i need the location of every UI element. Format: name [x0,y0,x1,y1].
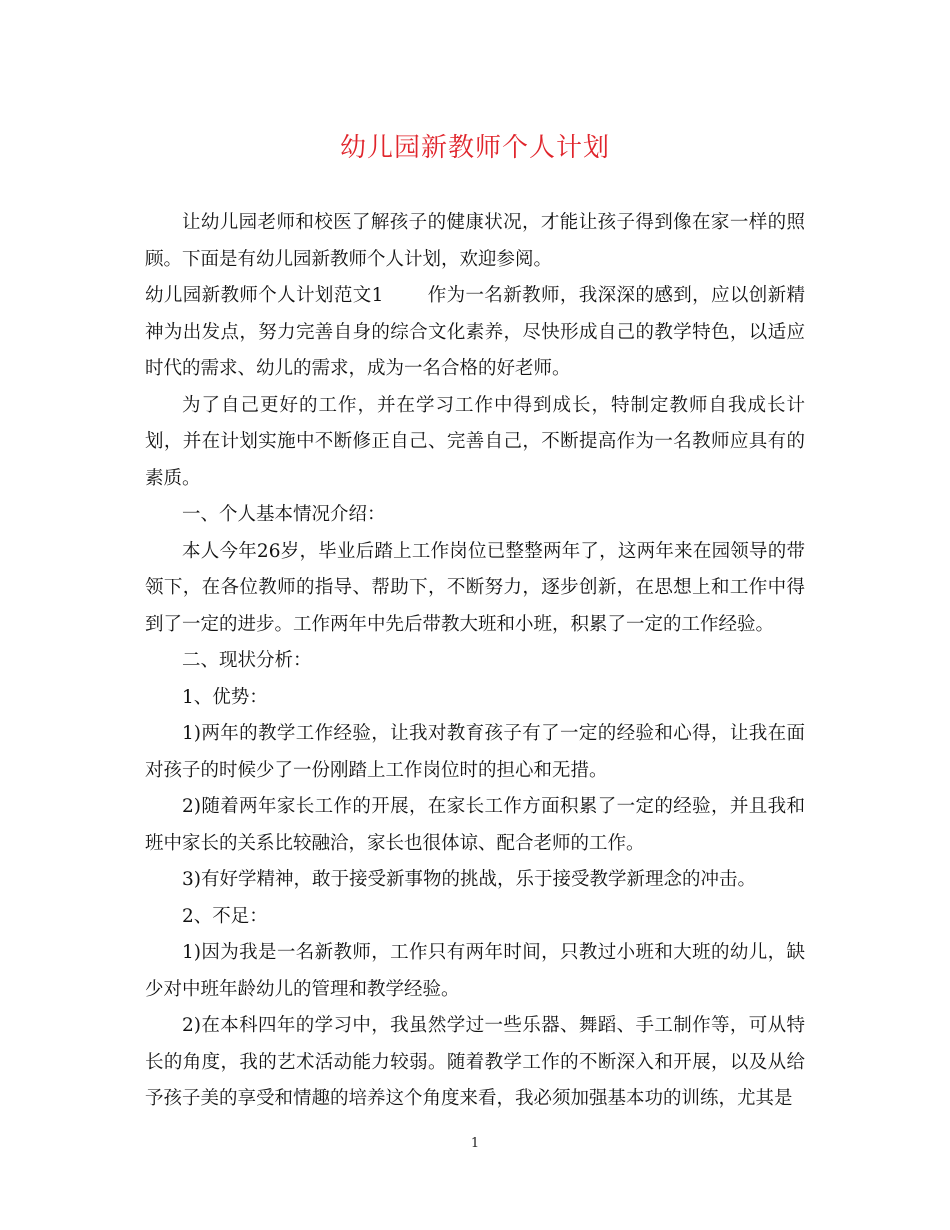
strength-item-3: 3)有好学精神，敢于接受新事物的挑战，乐于接受教学新理念的冲击。 [182,869,756,890]
section-heading-analysis: 二、现状分析： [182,650,312,671]
weakness-item-2: 2)在本科四年的学习中，我虽然学过一些乐器、舞蹈、手工制作等，可从特长的角度，我的艺术活动能力较弱。随着教学工作的不断深入和开展，以及从给予孩子美的享受和情趣的培养这个角度来看，我必须加强基本功的训练，尤其是 [145,1015,805,1109]
document-body [145,205,805,1118]
document-title: 幼儿园新教师个人计划 [339,133,610,163]
strength-item-1: 1)两年的教学工作经验，让我对教育孩子有了一定的经验和心得，让我在面对孩子的时候少了一份刚踏上工作岗位时的担心和无措。 [145,723,805,781]
paragraph-basic-info: 本人今年26岁，毕业后踏上工作岗位已整整两年了，这两年来在园领导的带领下，在各位教师的指导、帮助下，不断努力，逐步创新，在思想上和工作中得到了一定的进步。工作两年中先后带教大班和小班，积累了一定的工作经验。 [145,540,805,635]
strength-item-2: 2)随着两年家长工作的开展，在家长工作方面积累了一定的经验，并且我和班中家长的关系比较融洽，家长也很体谅、配合老师的工作。 [145,796,805,854]
subheading-strengths: 1、优势： [182,686,268,708]
sample-text: 作为一名新教师，我深深的感到，应以创新精神为出发点，努力完善自身的综合文化素养，尽快形成自己的教学特色，以适应时代的需求、幼儿的需求，成为一名合格的好老师。 [145,285,805,379]
sample-paragraph [145,278,805,388]
subheading-weaknesses: 2、不足： [182,905,268,927]
sample-heading: 幼儿园新教师个人计划范文1 [145,285,384,306]
section-heading-basic-info: 一、个人基本情况介绍： [182,504,386,525]
page-number: 1 [470,1136,480,1151]
weakness-item-1: 1)因为我是一名新教师，工作只有两年时间，只教过小班和大班的幼儿，缺少对中班年龄幼儿的管理和教学经验。 [145,942,805,1000]
intro-paragraph: 让幼儿园老师和校医了解孩子的健康状况，才能让孩子得到像在家一样的照顾。下面是有幼儿园新教师个人计划，欢迎参阅。 [145,212,805,270]
paragraph-purpose: 为了自己更好的工作，并在学习工作中得到成长，特制定教师自我成长计划，并在计划实施中不断修正自己、完善自己，不断提高作为一名教师应具有的素质。 [145,394,805,489]
